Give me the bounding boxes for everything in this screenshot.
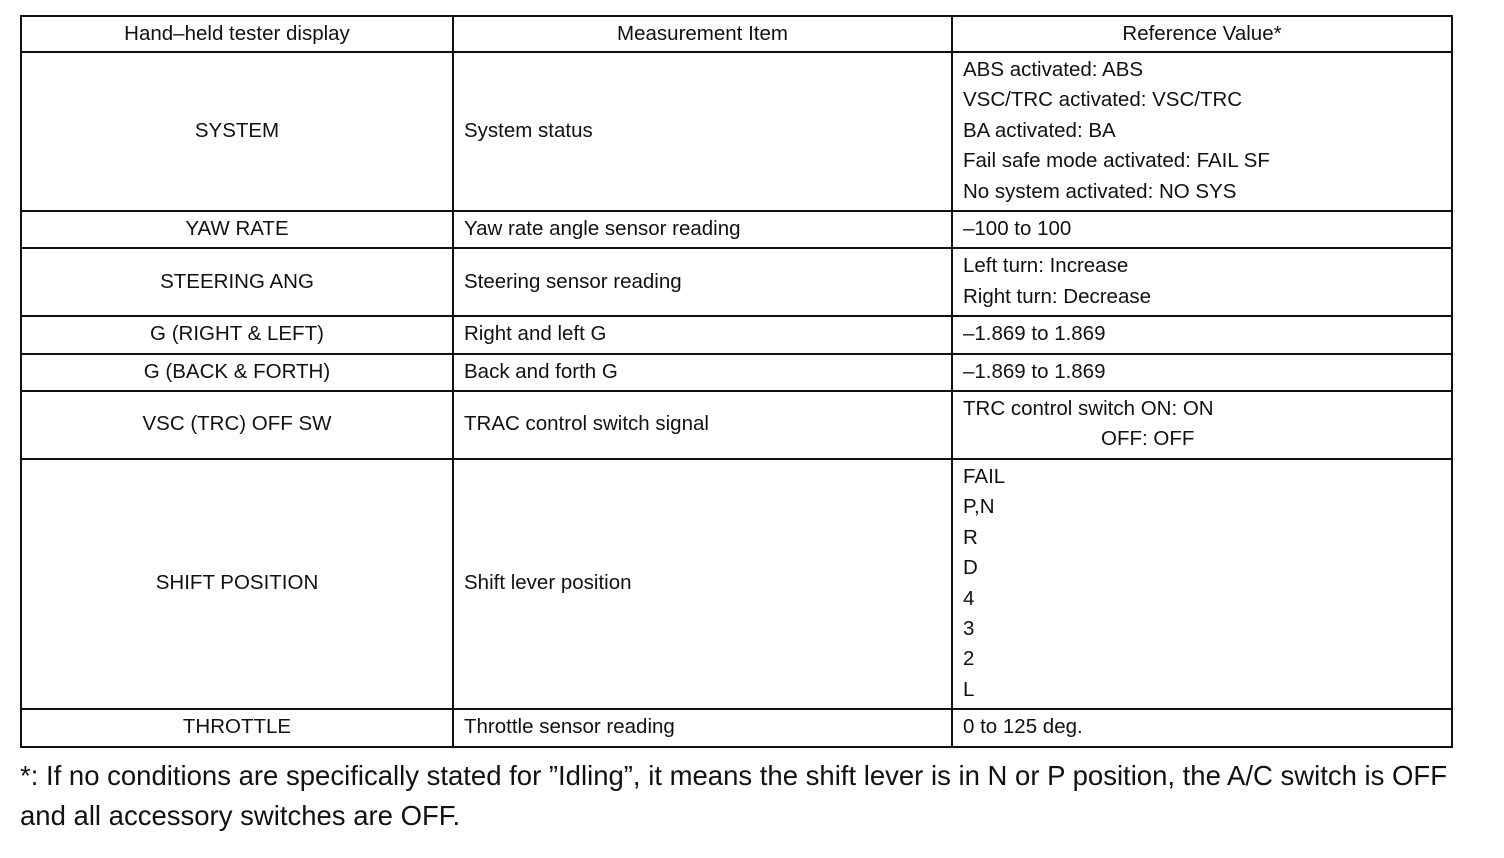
reference-line: BA activated: BA (963, 118, 1116, 142)
display-cell: G (RIGHT & LEFT) (21, 316, 453, 353)
display-cell: G (BACK & FORTH) (21, 354, 453, 391)
table-row (21, 354, 1452, 391)
table-row (21, 211, 1452, 248)
reference-line: 4 (963, 586, 975, 610)
measurement-cell: Back and forth G (453, 354, 952, 391)
table-row (21, 709, 1452, 746)
measurement-cell: Yaw rate angle sensor reading (453, 211, 952, 248)
reference-line: TRC control switch ON: ON (963, 397, 1214, 421)
reference-line: 3 (963, 616, 975, 640)
reference-cell (952, 391, 1452, 459)
table-row (21, 52, 1452, 211)
reference-line: OFF: OFF (1101, 427, 1195, 451)
display-cell: SYSTEM (21, 52, 453, 211)
reference-cell (952, 316, 1452, 353)
display-cell: STEERING ANG (21, 248, 453, 316)
table-row (21, 391, 1452, 459)
reference-line: No system activated: NO SYS (963, 179, 1237, 203)
measurement-cell: TRAC control switch signal (453, 391, 952, 459)
reference-cell (952, 354, 1452, 391)
table-row (21, 316, 1452, 353)
header-measurement-item: Measurement Item (453, 16, 952, 52)
reference-cell (952, 52, 1452, 211)
display-cell: YAW RATE (21, 211, 453, 248)
reference-cell (952, 248, 1452, 316)
reference-line: R (963, 525, 978, 549)
reference-value-table (20, 15, 1453, 748)
reference-line: –100 to 100 (963, 217, 1072, 241)
footnote: *: If no conditions are specifically stated for ”Idling”, it means the shift lever is in N or P position, the A/C switch is OFF and all accessory switches are OFF. (20, 760, 1448, 831)
measurement-cell: Right and left G (453, 316, 952, 353)
reference-line: VSC/TRC activated: VSC/TRC (963, 88, 1243, 112)
measurement-cell: Throttle sensor reading (453, 709, 952, 746)
reference-cell (952, 211, 1452, 248)
reference-line: D (963, 556, 978, 580)
reference-cell (952, 459, 1452, 709)
reference-line: 2 (963, 647, 975, 671)
display-cell: VSC (TRC) OFF SW (21, 391, 453, 459)
table-row (21, 248, 1452, 316)
measurement-cell: Steering sensor reading (453, 248, 952, 316)
reference-line: Right turn: Decrease (963, 284, 1152, 308)
header-reference-value: Reference Value* (952, 16, 1452, 52)
table-row (21, 459, 1452, 709)
table-header-row (21, 16, 1452, 52)
reference-line: –1.869 to 1.869 (963, 359, 1106, 383)
reference-line: Fail safe mode activated: FAIL SF (963, 149, 1270, 173)
display-cell: SHIFT POSITION (21, 459, 453, 709)
measurement-cell: Shift lever position (453, 459, 952, 709)
reference-line: 0 to 125 deg. (963, 715, 1083, 739)
reference-line: Left turn: Increase (963, 254, 1129, 278)
reference-line: P,N (963, 495, 995, 519)
header-tester-display: Hand–held tester display (21, 16, 453, 52)
display-cell: THROTTLE (21, 709, 453, 746)
reference-line: FAIL (963, 464, 1006, 488)
reference-cell (952, 709, 1452, 746)
reference-line: L (963, 677, 975, 701)
reference-line: ABS activated: ABS (963, 58, 1144, 81)
reference-line: –1.869 to 1.869 (963, 322, 1106, 346)
measurement-cell: System status (453, 52, 952, 211)
